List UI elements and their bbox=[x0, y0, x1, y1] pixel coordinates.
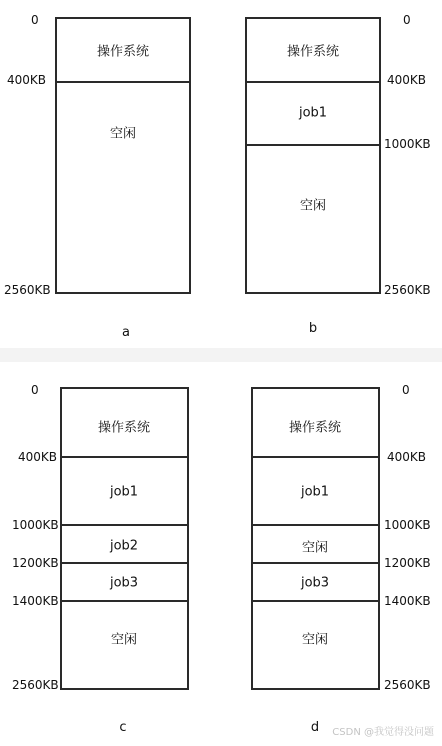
panel-b-segment-job1: job1 bbox=[298, 105, 328, 121]
panel-b-divider-1000kb bbox=[247, 144, 379, 146]
panel-d-segment-free-bottom: 空闲 bbox=[301, 632, 329, 648]
panel-c-segment-free: 空闲 bbox=[110, 632, 138, 648]
panel-c-address-0: 0 bbox=[31, 383, 39, 397]
panel-d-divider-1400kb bbox=[253, 600, 378, 602]
panel-d-address-1000kb: 1000KB bbox=[384, 518, 431, 532]
panel-c-address-1400kb: 1400KB bbox=[12, 594, 59, 608]
panel-d-segment-job1: job1 bbox=[300, 484, 330, 500]
panel-d-address-1200kb: 1200KB bbox=[384, 556, 431, 570]
panel-c-address-2560kb: 2560KB bbox=[12, 678, 59, 692]
panel-c-address-1000kb: 1000KB bbox=[12, 518, 59, 532]
panel-b-divider-400kb bbox=[247, 81, 379, 83]
panel-a-address-400kb: 400KB bbox=[7, 73, 47, 87]
panel-c-caption: c bbox=[119, 720, 127, 735]
panel-d-divider-400kb bbox=[253, 456, 378, 458]
panel-d-address-2560kb: 2560KB bbox=[384, 678, 431, 692]
panel-a-divider-400kb bbox=[57, 81, 189, 83]
panel-d-segment-free-middle: 空闲 bbox=[301, 540, 329, 556]
panel-c-divider-1000kb bbox=[62, 524, 187, 526]
panel-c-address-1200kb: 1200KB bbox=[12, 556, 59, 570]
panel-d-segment-job3: job3 bbox=[300, 575, 330, 591]
panel-c-segment-job3: job3 bbox=[109, 575, 139, 591]
section-separator bbox=[0, 348, 442, 362]
csdn-watermark: CSDN @我觉得没问题 bbox=[332, 727, 434, 738]
panel-b-segment-free: 空闲 bbox=[299, 198, 327, 214]
panel-c-divider-1200kb bbox=[62, 562, 187, 564]
panel-b-caption: b bbox=[308, 321, 318, 336]
panel-d-divider-1200kb bbox=[253, 562, 378, 564]
panel-a-address-2560kb: 2560KB bbox=[4, 283, 51, 297]
panel-c-divider-400kb bbox=[62, 456, 187, 458]
panel-b-address-0: 0 bbox=[403, 13, 411, 27]
panel-d-divider-1000kb bbox=[253, 524, 378, 526]
panel-b-address-1000kb: 1000KB bbox=[384, 137, 431, 151]
panel-c-divider-1400kb bbox=[62, 600, 187, 602]
panel-b-address-400kb: 400KB bbox=[387, 73, 427, 87]
panel-a-caption: a bbox=[122, 325, 130, 340]
panel-a-address-0: 0 bbox=[31, 13, 39, 27]
panel-d-address-0: 0 bbox=[402, 383, 410, 397]
panel-b-segment-os: 操作系统 bbox=[286, 44, 340, 60]
panel-d-caption: d bbox=[310, 720, 320, 735]
panel-c-segment-job1: job1 bbox=[109, 484, 139, 500]
panel-c-segment-os: 操作系统 bbox=[97, 420, 151, 436]
panel-b-address-2560kb: 2560KB bbox=[384, 283, 431, 297]
panel-c-address-400kb: 400KB bbox=[18, 450, 58, 464]
panel-d-address-400kb: 400KB bbox=[387, 450, 427, 464]
panel-a-segment-free: 空闲 bbox=[109, 126, 137, 142]
panel-d-address-1400kb: 1400KB bbox=[384, 594, 431, 608]
panel-d-segment-os: 操作系统 bbox=[288, 420, 342, 436]
panel-a-segment-os: 操作系统 bbox=[96, 44, 150, 60]
panel-c-segment-job2: job2 bbox=[109, 538, 139, 554]
